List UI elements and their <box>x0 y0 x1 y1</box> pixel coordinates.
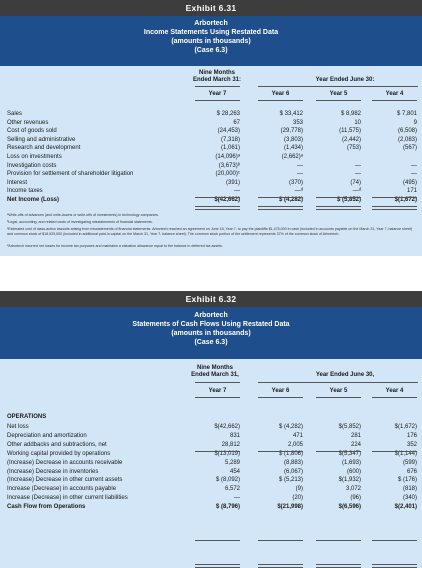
row-label: Other revenues <box>7 119 49 126</box>
double-rule <box>195 206 240 210</box>
row-value: $ 33,412 <box>279 111 303 117</box>
row-value: (567) <box>402 145 417 152</box>
row-value: $ (1,806) <box>278 450 303 457</box>
row-value: (753) <box>346 145 361 152</box>
company-name: Arbortech <box>194 20 228 27</box>
row-value: $(5,347) <box>338 450 361 457</box>
row-value: (818) <box>402 486 417 493</box>
row-value: 6,572 <box>224 486 240 493</box>
case-ref: (Case 6.3) <box>194 339 228 346</box>
row-value: 676 <box>406 468 417 475</box>
col-header-year5: Year 5 <box>329 388 348 394</box>
footnote: ᵃWrite-offs of advances (and write-downs or write-offs of investments) in technology companies. <box>7 213 159 217</box>
subtotal-rule <box>316 451 361 452</box>
row-value: 454 <box>229 468 240 475</box>
col-rule <box>195 100 240 101</box>
double-rule <box>195 564 240 568</box>
header-rule <box>258 382 418 383</box>
row-value: $ (4,282) <box>278 424 303 430</box>
subtotal-rule <box>258 451 303 452</box>
row-value: $ (8,092) <box>215 477 240 484</box>
row-value: — <box>411 171 417 178</box>
header-rule <box>258 86 418 87</box>
row-value: (3,673)ᵇ <box>218 162 240 169</box>
exhibit-title: Exhibit 6.32 <box>0 291 422 307</box>
row-label: Loss on investments <box>7 154 62 160</box>
row-value: — <box>355 171 361 178</box>
row-value: $(5,852) <box>338 424 361 430</box>
row-value: 353 <box>292 119 303 126</box>
double-rule <box>372 206 417 210</box>
col-rule <box>258 397 303 398</box>
row-value: $ 28,263 <box>216 111 240 117</box>
year-ended-header: Year Ended June 30: <box>315 77 375 83</box>
double-rule <box>316 564 361 568</box>
row-value: (1,061) <box>220 145 240 152</box>
row-value: —ᵈ <box>352 188 361 195</box>
row-label: Net Income (Loss) <box>7 197 60 203</box>
col-rule <box>258 100 303 101</box>
case-ref: (Case 6.3) <box>194 47 228 54</box>
statement-body <box>0 66 422 256</box>
row-value: — <box>234 188 240 195</box>
row-value: (20,000)ᶜ <box>215 171 240 178</box>
row-value: 831 <box>229 432 240 439</box>
row-value: 224 <box>350 441 361 448</box>
double-rule <box>316 206 361 210</box>
header-rule <box>195 382 240 383</box>
subtotal-rule <box>372 540 417 541</box>
col-rule <box>372 100 417 101</box>
col-rule <box>316 100 361 101</box>
row-label: Cost of goods sold <box>7 128 57 135</box>
row-value: (3,803) <box>283 136 303 143</box>
row-value: $ (4,282) <box>278 197 303 203</box>
row-value: (1,693) <box>341 459 361 466</box>
statement-title: Statements of Cash Flows Using Restated Data <box>132 321 290 328</box>
row-value: $(1,672) <box>394 197 417 203</box>
subtotal-rule <box>258 540 303 541</box>
statement-title: Income Statements Using Restated Data <box>143 29 279 36</box>
row-value: $(1,672) <box>394 424 417 430</box>
row-value: (29,778) <box>280 128 303 135</box>
row-label: Depreciation and amortization <box>7 432 87 439</box>
col-header-year6: Year 6 <box>271 91 290 97</box>
row-label: Cash Flow from Operations <box>7 504 86 511</box>
row-value: 5,289 <box>224 459 240 466</box>
col-header-year7: Year 7 <box>208 91 227 97</box>
nine-months-header: Nine Months Ended March 31: <box>192 70 241 83</box>
row-label: Investigation costs <box>7 162 57 169</box>
row-value: 3,072 <box>345 486 361 493</box>
col-rule <box>316 397 361 398</box>
row-value: $ (5,213) <box>278 477 303 484</box>
row-value: (11,575) <box>339 128 361 135</box>
row-value: (9) <box>295 486 303 493</box>
subtotal-rule <box>195 540 240 541</box>
row-value: $(42,662) <box>214 197 240 203</box>
col-rule <box>372 397 417 398</box>
subtotal-rule <box>316 197 361 198</box>
row-value: (20) <box>292 495 303 502</box>
statement-units: (amounts in thousands) <box>171 330 251 337</box>
footnote: ᵇLegal, accounting, and related costs of investigating misstatements of financial statements. <box>7 220 153 224</box>
row-label: Interest <box>7 179 28 186</box>
subtotal-rule <box>258 197 303 198</box>
row-value: (1,434) <box>283 145 303 152</box>
year-ended-header: Year Ended June 30, <box>315 372 375 378</box>
statement-units: (amounts in thousands) <box>171 38 251 45</box>
footnote: ᶜEstimated cost of class-action lawsuits arising from misstatements of financial statements. Arbortech reached an agreement on June 18, Year 7, to pay the plaintiffs $1,475,000 in cash (included in accounts payable on the March 31, Year 7, balance sheet) and common stock of $18,525,000 (included in additional paid-in capital on the March 31, Year 7, balance sheet). The common stock portion of the settlement represents 37% of the common stock of Arbortech. <box>7 227 413 236</box>
row-value: $(6,596) <box>338 504 361 511</box>
row-label: Other addbacks and subtractions, net <box>7 441 107 448</box>
row-value: (2,662)ᵃ <box>281 154 303 160</box>
row-label: (Increase) Decrease in inventories <box>7 468 99 475</box>
col-header-year7: Year 7 <box>208 388 227 394</box>
row-value: 10 <box>354 119 361 126</box>
row-value: 28,812 <box>221 441 240 448</box>
row-value: — <box>234 495 240 502</box>
row-label: Net loss <box>7 424 29 430</box>
row-value: (340) <box>402 495 417 502</box>
row-label: (Increase) Decrease in accounts receivable <box>7 459 123 466</box>
subtotal-rule <box>195 451 240 452</box>
col-rule <box>195 397 240 398</box>
row-value: 9 <box>413 119 417 126</box>
row-value: (2,083) <box>397 136 417 143</box>
row-value: (8,883) <box>283 459 303 466</box>
row-label: Selling and administrative <box>7 136 76 143</box>
row-value: 352 <box>406 441 417 448</box>
row-value: (6,067) <box>283 468 303 475</box>
subtotal-rule <box>372 451 417 452</box>
row-value: —ᵈ <box>294 188 303 195</box>
col-header-year6: Year 6 <box>271 388 290 394</box>
statement-header <box>0 307 422 359</box>
row-value: (6,508) <box>397 128 417 135</box>
row-value: $(42,662) <box>214 424 240 430</box>
section-heading: OPERATIONS <box>7 414 47 420</box>
row-value: (370) <box>288 179 303 186</box>
row-label: (Increase) Decrease in other current assets <box>7 477 123 484</box>
row-value: (7,318) <box>220 136 240 143</box>
row-value: — <box>411 162 417 169</box>
row-value: — <box>297 162 303 169</box>
row-label: Increase (Decrease) in accounts payable <box>7 486 117 493</box>
exhibit-6-31 <box>0 0 422 256</box>
row-value: $(1,144) <box>394 450 417 457</box>
row-value: (96) <box>350 495 361 502</box>
col-header-year4: Year 4 <box>385 91 404 97</box>
row-value: $ 7,801 <box>396 111 417 117</box>
row-label: Sales <box>7 111 23 117</box>
row-value: 2,005 <box>287 441 303 448</box>
nine-months-header: Nine Months Ended March 31, <box>191 365 239 378</box>
exhibit-6-32 <box>0 291 422 568</box>
row-value: $(1,932) <box>338 477 361 484</box>
row-label: Provision for settlement of shareholder litigation <box>7 171 134 178</box>
company-name: Arbortech <box>194 312 228 319</box>
double-rule <box>258 564 303 568</box>
row-value: $(13,019) <box>214 450 240 457</box>
row-value: 67 <box>233 119 240 126</box>
col-header-year5: Year 5 <box>329 91 348 97</box>
row-value: — <box>297 171 303 178</box>
subtotal-rule <box>372 197 417 198</box>
statement-body <box>0 359 422 568</box>
row-value: $ (5,852) <box>336 197 361 203</box>
row-value: $ (8,796) <box>215 504 240 511</box>
header-rule <box>195 86 240 87</box>
row-value: $(21,998) <box>277 504 303 511</box>
row-value: 471 <box>292 432 303 439</box>
row-value: $ 8,982 <box>340 111 361 117</box>
row-value: (2,442) <box>341 136 361 143</box>
exhibit-title: Exhibit 6.31 <box>0 0 422 16</box>
double-rule <box>258 206 303 210</box>
row-label: Increase (Decrease) in other current liabilities <box>7 495 128 502</box>
row-value: $(2,401) <box>394 504 417 511</box>
double-rule <box>372 564 417 568</box>
row-value: (599) <box>402 459 417 466</box>
statement-header <box>0 16 422 66</box>
row-value: 281 <box>350 432 361 439</box>
row-value: (74) <box>350 179 361 186</box>
subtotal-rule <box>316 540 361 541</box>
footnote: ᵈArbortech incurred net losses for income tax purposes and maintains a valuation allowance equal to the balance in deferred tax assets. <box>7 244 223 248</box>
row-value: — <box>355 162 361 169</box>
row-value: (600) <box>346 468 361 475</box>
row-value: (14,096)ᵃ <box>215 154 240 160</box>
subtotal-rule <box>195 197 240 198</box>
row-value: (391) <box>225 179 240 186</box>
row-label: Research and development <box>7 145 81 152</box>
row-label: Income taxes <box>7 188 43 195</box>
row-value: (495) <box>402 179 417 186</box>
row-value: $ (176) <box>397 477 417 484</box>
row-label: Working capital provided by operations <box>7 450 111 457</box>
row-value: 176 <box>406 432 417 439</box>
col-header-year4: Year 4 <box>385 388 404 394</box>
row-value: 171 <box>406 188 417 195</box>
row-value: (24,453) <box>217 128 240 135</box>
